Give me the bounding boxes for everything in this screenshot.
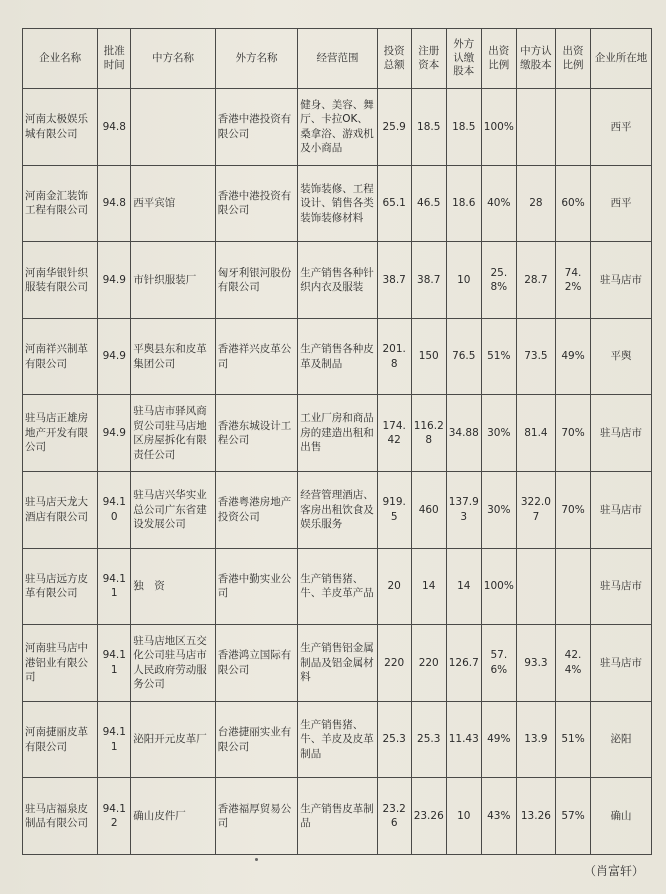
cell-location: 驻马店市 xyxy=(591,625,652,702)
cell-foreign-partner: 香港东城设计工程公司 xyxy=(215,395,297,472)
cell-foreign-ratio: 49% xyxy=(481,701,516,778)
cell-registered-capital: 46.5 xyxy=(411,165,446,242)
cell-foreign-ratio: 100% xyxy=(481,89,516,166)
cell-foreign-partner: 香港中港投资有限公司 xyxy=(215,89,297,166)
cell-registered-capital: 116.28 xyxy=(411,395,446,472)
cell-foreign-partner: 香港中勤实业公司 xyxy=(215,548,297,625)
cell-foreign-subscribed: 18.6 xyxy=(446,165,481,242)
table-row xyxy=(23,625,652,702)
table-row xyxy=(23,242,652,319)
cell-location: 驻马店市 xyxy=(591,242,652,319)
cell-business-scope: 装饰装修、工程设计、销售各类装饰装修材料 xyxy=(298,165,377,242)
cell-cn-subscribed: 13.26 xyxy=(516,778,555,855)
cell-business-scope: 生产销售铝金属制品及铝金属材料 xyxy=(298,625,377,702)
cell-approval-time: 94.8 xyxy=(98,89,131,166)
cell-registered-capital: 150 xyxy=(411,318,446,395)
cell-foreign-partner: 香港中港投资有限公司 xyxy=(215,165,297,242)
header-row xyxy=(23,29,652,89)
header-approval-time: 批准时间 xyxy=(98,29,131,89)
cell-location: 驻马店市 xyxy=(591,471,652,548)
cell-business-scope: 工业厂房和商品房的建造出租和出售 xyxy=(298,395,377,472)
cell-registered-capital: 14 xyxy=(411,548,446,625)
cell-foreign-ratio: 40% xyxy=(481,165,516,242)
cell-approval-time: 94.11 xyxy=(98,701,131,778)
cell-company: 驻马店福泉皮制品有限公司 xyxy=(23,778,98,855)
header-cn-subscribed: 中方认缴股本 xyxy=(516,29,555,89)
cell-registered-capital: 460 xyxy=(411,471,446,548)
table-row xyxy=(23,395,652,472)
cell-foreign-partner: 香港福厚贸易公司 xyxy=(215,778,297,855)
cell-location: 驻马店市 xyxy=(591,548,652,625)
cell-registered-capital: 220 xyxy=(411,625,446,702)
cell-total-investment: 38.7 xyxy=(377,242,411,319)
cell-company: 驻马店正雄房地产开发有限公司 xyxy=(23,395,98,472)
cell-registered-capital: 23.26 xyxy=(411,778,446,855)
cell-foreign-ratio: 57.6% xyxy=(481,625,516,702)
cell-total-investment: 174.42 xyxy=(377,395,411,472)
cell-foreign-subscribed: 126.7 xyxy=(446,625,481,702)
cell-cn-subscribed: 322.07 xyxy=(516,471,555,548)
cell-business-scope: 生产销售皮革制品 xyxy=(298,778,377,855)
cell-cn-ratio: 60% xyxy=(556,165,591,242)
cell-foreign-ratio: 30% xyxy=(481,395,516,472)
cell-foreign-subscribed: 10 xyxy=(446,242,481,319)
cell-location: 西平 xyxy=(591,165,652,242)
header-company: 企业名称 xyxy=(23,29,98,89)
print-speck xyxy=(255,858,258,861)
author-credit: （肖富轩） xyxy=(583,864,644,878)
cell-company: 河南金汇装饰工程有限公司 xyxy=(23,165,98,242)
cell-approval-time: 94.12 xyxy=(98,778,131,855)
cell-location: 泌阳 xyxy=(591,701,652,778)
cell-location: 平舆 xyxy=(591,318,652,395)
cell-total-investment: 919.5 xyxy=(377,471,411,548)
cell-company: 河南太极娱乐城有限公司 xyxy=(23,89,98,166)
cell-cn-partner: 驻马店地区五交化公司驻马店市人民政府劳动服务公司 xyxy=(131,625,216,702)
cell-total-investment: 25.9 xyxy=(377,89,411,166)
cell-cn-ratio: 49% xyxy=(556,318,591,395)
cell-cn-partner: 市针织服装厂 xyxy=(131,242,216,319)
cell-total-investment: 220 xyxy=(377,625,411,702)
header-total-investment: 投资总额 xyxy=(377,29,411,89)
header-foreign-ratio: 出资比例 xyxy=(481,29,516,89)
cell-cn-subscribed: 28.7 xyxy=(516,242,555,319)
cell-approval-time: 94.10 xyxy=(98,471,131,548)
cell-cn-subscribed: 28 xyxy=(516,165,555,242)
header-foreign-partner: 外方名称 xyxy=(215,29,297,89)
cell-approval-time: 94.9 xyxy=(98,395,131,472)
cell-company: 河南祥兴制革有限公司 xyxy=(23,318,98,395)
cell-cn-ratio: 70% xyxy=(556,471,591,548)
header-foreign-subscribed: 外方认缴股本 xyxy=(446,29,481,89)
header-registered-capital: 注册资本 xyxy=(411,29,446,89)
cell-foreign-partner: 香港鸿立国际有限公司 xyxy=(215,625,297,702)
cell-foreign-ratio: 51% xyxy=(481,318,516,395)
cell-foreign-subscribed: 11.43 xyxy=(446,701,481,778)
cell-company: 河南华银针织服装有限公司 xyxy=(23,242,98,319)
cell-business-scope: 生产销售猪、牛、羊皮及皮革制品 xyxy=(298,701,377,778)
table-row xyxy=(23,701,652,778)
cell-company: 河南捷丽皮革有限公司 xyxy=(23,701,98,778)
cell-total-investment: 201.8 xyxy=(377,318,411,395)
cell-foreign-ratio: 43% xyxy=(481,778,516,855)
cell-cn-subscribed xyxy=(516,89,555,166)
cell-business-scope: 健身、美容、舞厅、卡拉OK、桑拿浴、游戏机及小商品 xyxy=(298,89,377,166)
table-row xyxy=(23,318,652,395)
cell-cn-ratio: 74.2% xyxy=(556,242,591,319)
cell-approval-time: 94.11 xyxy=(98,625,131,702)
cell-cn-ratio: 42.4% xyxy=(556,625,591,702)
cell-cn-partner: 驻马店市驿风商贸公司驻马店地区房屋拆化有限责任公司 xyxy=(131,395,216,472)
cell-registered-capital: 25.3 xyxy=(411,701,446,778)
header-cn-ratio: 出资比例 xyxy=(556,29,591,89)
cell-foreign-partner: 香港粤港房地产投资公司 xyxy=(215,471,297,548)
header-business-scope: 经营范围 xyxy=(298,29,377,89)
cell-total-investment: 20 xyxy=(377,548,411,625)
cell-location: 驻马店市 xyxy=(591,395,652,472)
table-row xyxy=(23,778,652,855)
cell-foreign-partner: 香港祥兴皮革公司 xyxy=(215,318,297,395)
cell-total-investment: 23.26 xyxy=(377,778,411,855)
cell-cn-partner: 独 资 xyxy=(131,548,216,625)
header-location: 企业所在地 xyxy=(591,29,652,89)
cell-business-scope: 经营管理酒店、客房出租饮食及娱乐服务 xyxy=(298,471,377,548)
cell-cn-partner: 平舆县东和皮革集团公司 xyxy=(131,318,216,395)
cell-company: 驻马店远方皮革有限公司 xyxy=(23,548,98,625)
cell-cn-ratio: 57% xyxy=(556,778,591,855)
cell-cn-ratio: 70% xyxy=(556,395,591,472)
cell-registered-capital: 38.7 xyxy=(411,242,446,319)
cell-foreign-partner: 台港捷丽实业有限公司 xyxy=(215,701,297,778)
cell-foreign-subscribed: 10 xyxy=(446,778,481,855)
cell-foreign-subscribed: 14 xyxy=(446,548,481,625)
cell-cn-partner xyxy=(131,89,216,166)
cell-cn-partner: 驻马店兴华实业总公司广东省建设发展公司 xyxy=(131,471,216,548)
cell-registered-capital: 18.5 xyxy=(411,89,446,166)
cell-foreign-subscribed: 137.93 xyxy=(446,471,481,548)
table-row xyxy=(23,471,652,548)
table-row xyxy=(23,165,652,242)
cell-cn-ratio xyxy=(556,89,591,166)
cell-foreign-subscribed: 76.5 xyxy=(446,318,481,395)
cell-cn-subscribed: 81.4 xyxy=(516,395,555,472)
cell-cn-ratio: 51% xyxy=(556,701,591,778)
cell-cn-partner: 确山皮件厂 xyxy=(131,778,216,855)
cell-total-investment: 65.1 xyxy=(377,165,411,242)
cell-approval-time: 94.8 xyxy=(98,165,131,242)
cell-business-scope: 生产销售各种针织内衣及服装 xyxy=(298,242,377,319)
cell-total-investment: 25.3 xyxy=(377,701,411,778)
cell-approval-time: 94.11 xyxy=(98,548,131,625)
cell-cn-subscribed: 73.5 xyxy=(516,318,555,395)
cell-business-scope: 生产销售各种皮革及制品 xyxy=(298,318,377,395)
cell-company: 驻马店天龙大酒店有限公司 xyxy=(23,471,98,548)
cell-cn-partner: 西平宾馆 xyxy=(131,165,216,242)
cell-company: 河南驻马店中港铝业有限公司 xyxy=(23,625,98,702)
header-cn-partner: 中方名称 xyxy=(131,29,216,89)
cell-location: 西平 xyxy=(591,89,652,166)
cell-foreign-ratio: 25.8% xyxy=(481,242,516,319)
cell-foreign-partner: 匈牙利银河股份有限公司 xyxy=(215,242,297,319)
joint-venture-table xyxy=(22,28,652,855)
cell-cn-partner: 泌阳开元皮革厂 xyxy=(131,701,216,778)
cell-foreign-ratio: 100% xyxy=(481,548,516,625)
cell-approval-time: 94.9 xyxy=(98,242,131,319)
cell-approval-time: 94.9 xyxy=(98,318,131,395)
cell-cn-ratio xyxy=(556,548,591,625)
cell-cn-subscribed: 13.9 xyxy=(516,701,555,778)
cell-foreign-subscribed: 18.5 xyxy=(446,89,481,166)
cell-cn-subscribed xyxy=(516,548,555,625)
cell-cn-subscribed: 93.3 xyxy=(516,625,555,702)
table-row xyxy=(23,548,652,625)
cell-foreign-subscribed: 34.88 xyxy=(446,395,481,472)
table-row xyxy=(23,89,652,166)
cell-location: 确山 xyxy=(591,778,652,855)
cell-foreign-ratio: 30% xyxy=(481,471,516,548)
cell-business-scope: 生产销售猪、牛、羊皮革产品 xyxy=(298,548,377,625)
